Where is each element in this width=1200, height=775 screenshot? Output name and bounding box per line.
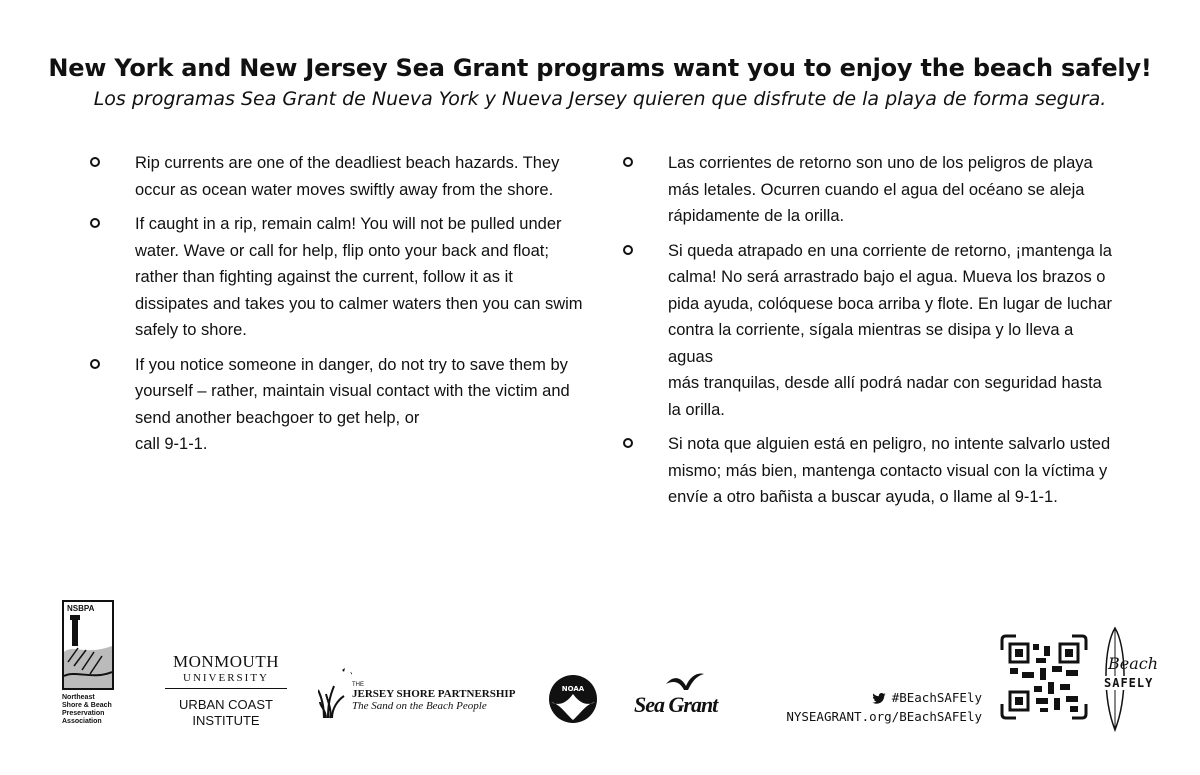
partner-logos — [0, 590, 1200, 740]
english-column — [87, 150, 587, 466]
nsbpa-caption-line: Preservation — [62, 710, 105, 717]
nsbpa-caption-line: Association — [62, 718, 102, 725]
page-title: New York and New Jersey Sea Grant programs want you to enjoy the beach safely! — [48, 54, 1152, 82]
monmouth-university: UNIVERSITY — [165, 672, 287, 689]
jsp-tagline: The Sand on the Beach People — [352, 700, 487, 712]
bullet-text: Si queda atrapado en una corriente de retorno, ¡mantenga la calma! No será arrastrado bajo el agua. Mueva los brazos o pida ayuda, colóquese boca arriba y flote. En lugar de luchar contra la corriente, sígala mientras se disipa y lo lleva a aguas más tranquilas, desde allí podrá nadar con seguridad hasta la orilla. — [668, 241, 1112, 419]
bullet-circle-icon — [90, 218, 100, 228]
sea-grant-label: Sea Grant — [634, 692, 718, 717]
bullet-text: Si nota que alguien está en peligro, no intente salvarlo usted mismo; más bien, mantenga contacto visual con la víctima y envíe a otro bañista a buscar ayuda, o llame al 9-1-1. — [668, 435, 1111, 506]
bullet-text: Rip currents are one of the deadliest beach hazards. They occur as ocean water moves swiftly away from the shore. — [135, 154, 560, 199]
dune-grass-icon — [318, 668, 352, 720]
institute-line: INSTITUTE — [192, 713, 260, 728]
qr-code — [1000, 634, 1088, 724]
nsbpa-tag: NSBPA — [67, 604, 95, 613]
bullet-circle-icon — [623, 438, 633, 448]
list-item — [620, 431, 1120, 511]
institute-line: URBAN COAST — [179, 697, 273, 712]
sea-grant-logo — [634, 670, 724, 718]
social-links — [740, 688, 982, 726]
jsp-the: THE — [352, 682, 364, 688]
list-item — [620, 150, 1120, 230]
noaa-logo — [548, 674, 598, 728]
qr-code-icon — [1000, 634, 1088, 720]
beach-script-label: Beach — [1108, 654, 1159, 673]
bullet-circle-icon — [90, 359, 100, 369]
list-item — [87, 211, 587, 344]
bullet-circle-icon — [623, 245, 633, 255]
nsbpa-caption-line: Shore & Beach — [62, 702, 112, 709]
monmouth-logo — [165, 652, 287, 729]
hashtag-link[interactable]: #BEachSAFEly — [891, 690, 982, 705]
noaa-emblem-icon — [548, 674, 598, 724]
noaa-label: NOAA — [561, 685, 585, 693]
bullet-circle-icon — [90, 157, 100, 167]
safely-label: SAFELY — [1104, 676, 1154, 690]
nsbpa-logo — [62, 600, 152, 726]
list-item — [620, 238, 1120, 424]
bullet-circle-icon — [623, 157, 633, 167]
list-item — [87, 352, 587, 458]
nsbpa-caption-line: Northeast — [62, 694, 95, 701]
jsp-name: JERSEY SHORE PARTNERSHIP — [352, 688, 516, 700]
monmouth-name: MONMOUTH — [173, 652, 279, 671]
bullet-text: If you notice someone in danger, do not try to save them by yourself – rather, maintain visual contact with the victim and send another beachgoer to get help, or call 9-1-1. — [135, 355, 570, 453]
bullet-text: Las corrientes de retorno son uno de los peligros de playa más letales. Ocurren cuando el agua del océano se aleja rápidamente de la orilla. — [668, 154, 1093, 225]
bullet-text: If caught in a rip, remain calm! You will not be pulled under water. Wave or call for help, flip onto your back and float; rather than fighting against the current, follow it as it dissipates and takes you to calmer waters then you can swim safely to shore. — [135, 215, 583, 339]
spanish-column — [620, 150, 1120, 519]
gull-icon — [664, 670, 704, 692]
lighthouse-dune-icon — [64, 612, 112, 688]
page-subtitle: Los programas Sea Grant de Nueva York y Nueva Jersey quieren que disfrute de la playa de forma segura. — [93, 88, 1107, 110]
beach-safely-logo — [1094, 626, 1159, 732]
twitter-icon — [872, 693, 886, 704]
website-link[interactable]: NYSEAGRANT.org/BEachSAFEly — [786, 709, 982, 724]
list-item — [87, 150, 587, 203]
